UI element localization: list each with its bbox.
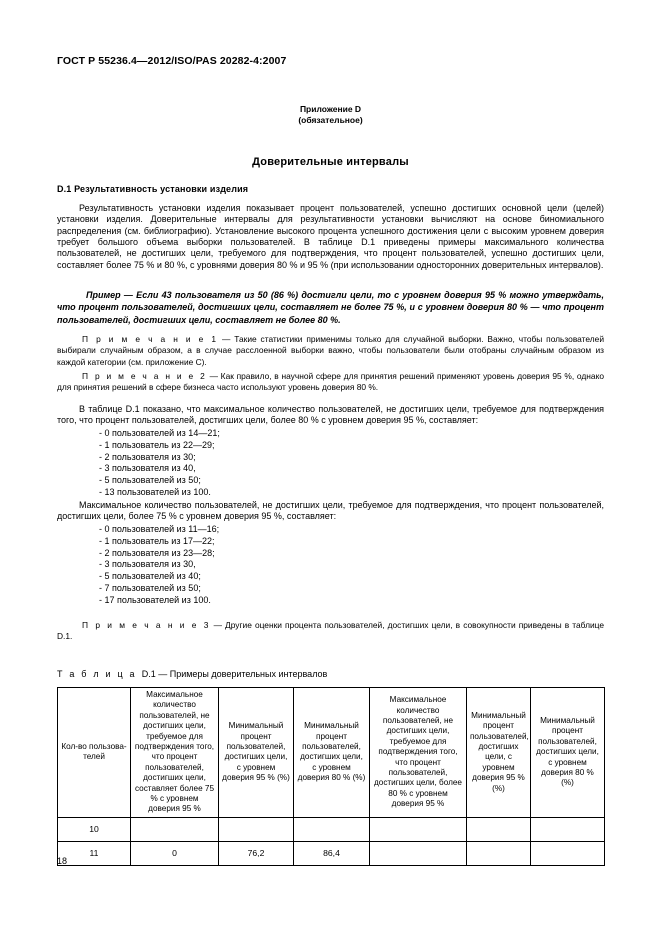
note-1-label: П р и м е ч а н и е 1 <box>82 334 219 344</box>
table-cell <box>219 817 294 841</box>
list-2 <box>57 524 604 607</box>
table-header-cell: Минимальный процент пользователей, достигших цели, с уровнем доверия 95 % (%) <box>219 688 294 818</box>
list-item: - 3 пользователя из 30, <box>99 559 196 570</box>
table-header-cell: Минимальный процент пользователей, достигших цели, с уровнем доверия 95 % (%) <box>467 688 531 818</box>
note-2-label: П р и м е ч а н и е 2 <box>82 371 207 381</box>
note-1-text: — Такие статистики применимы только для случайной выборки. Важно, чтобы пользователей выбирали случайным образом, а в случае расслоенной выборки важно, чтобы пользователи были отобраны случайным образом из каждой категории (см. приложение С). <box>57 334 604 367</box>
table-cell: 11 <box>58 841 131 865</box>
table-cell: 0 <box>131 841 219 865</box>
note-3-text: — Другие оценки процента пользователей, достигших цели, в совокупности приведены в таблице D.1. <box>57 620 604 642</box>
table-cell: 76,2 <box>219 841 294 865</box>
note-2-text: — Как правило, в научной сфере для принятия решений применяют уровень доверия 95 %, однако для принятия решений в сфере бизнеса часто используют уровень доверия 80 %. <box>57 371 604 393</box>
table-row <box>58 817 605 841</box>
table-cell <box>131 817 219 841</box>
table-cell: 10 <box>58 817 131 841</box>
table-cell <box>370 817 467 841</box>
table-header-cell: Кол-во пользова-телей <box>58 688 131 818</box>
document-standard-header: ГОСТ Р 55236.4—2012/ISO/PAS 20282-4:2007 <box>57 55 287 67</box>
table-header-cell: Минимальный процент пользователей, достигших цели, с уровнем доверия 80 % (%) <box>531 688 605 818</box>
table-caption-text: D.1 — Примеры доверительных интервалов <box>141 669 328 679</box>
list2-intro-text: Максимальное количество пользователей, не достигших цели, требуемое для подтверждения, что процент пользователей, достигших цели, более 75 % с уровнем доверия 95 %, составляет: <box>57 500 604 522</box>
table-cell <box>294 817 370 841</box>
list2-intro-paragraph <box>57 500 604 523</box>
annex-label: Приложение D <box>299 104 362 114</box>
table-header-row <box>58 688 605 818</box>
section-heading: D.1 Результативность установки изделия <box>57 184 249 194</box>
table-cell <box>467 817 531 841</box>
table-caption-label: Т а б л и ц а <box>57 669 137 679</box>
table-cell <box>531 841 605 865</box>
list-item: - 5 пользователей из 40; <box>99 571 201 582</box>
example-text: Пример — Если 43 пользователя из 50 (86 %) достигли цели, то с уровнем доверия 95 % можно утверждать, что процент пользователей, достигших цели, составляет не более 75 %, и с уровнем доверия 80 % — что процент пользователей, достигших цели, составляет не более 80 %. <box>57 290 604 325</box>
note-2 <box>57 371 604 394</box>
list-item: - 1 пользователь из 17—22; <box>99 535 215 546</box>
list-item: - 17 пользователей из 100. <box>99 594 211 605</box>
intro-paragraph <box>57 203 604 271</box>
list-item: - 0 пользователей из 11—16; <box>99 524 220 534</box>
list1-intro-text: В таблице D.1 показано, что максимальное количество пользователей, не достигших цели, требуемое для подтверждения того, что процент пользователей, достигших цели, более 80 % с уровнем доверия 95 %, составляет: <box>57 404 604 426</box>
list-item: - 1 пользователь из 22—29; <box>99 439 215 450</box>
table-row <box>58 841 605 865</box>
page-title: Доверительные интервалы <box>252 156 409 168</box>
annex-status: (обязательное) <box>298 115 363 125</box>
table-cell <box>467 841 531 865</box>
table-cell <box>370 841 467 865</box>
note-3-label: П р и м е ч а н и е 3 <box>82 620 211 630</box>
list-item: - 13 пользователей из 100. <box>99 486 211 497</box>
table-header-cell: Максимальное количество пользователей, не достигших цели, требуемое для подтверждения того, что процент пользователей, достигших цели, более 80 % с уровнем доверия 95 % <box>370 688 467 818</box>
table-header-cell: Минимальный процент пользователей, достигших цели, с уровнем доверия 80 % (%) <box>294 688 370 818</box>
list-item: - 2 пользователя из 23—28; <box>99 547 215 558</box>
table-header-cell: Максимальное количество пользователей, не достигших цели, требуемое для подтверждения того, что процент пользователей, достигших цели, составляет более 75 % с уровнем доверия 95 % <box>131 688 219 818</box>
note-3 <box>57 620 604 643</box>
list-item: - 7 пользователей из 50; <box>99 582 201 593</box>
list-item: - 3 пользователя из 40, <box>99 463 196 474</box>
table-cell <box>531 817 605 841</box>
confidence-intervals-table <box>57 687 605 866</box>
example-block <box>57 289 604 326</box>
table-cell: 86,4 <box>294 841 370 865</box>
list-item: - 5 пользователей из 50; <box>99 475 201 486</box>
intro-paragraph-text: Результативность установки изделия показывает процент пользователей, успешно достигших основной цели (целей) установки изделия. Доверительные интервалы для результативности установки вычисляют на основе биномиального распределения (см. библиографию). Установление высокого процента успешного достижения цели с высоким уровнем доверия требует большого объема выборки пользователей. В таблице D.1 приведены примеры максимального количества пользователей, не достигших цели, требуемого для подтверждения, что процент пользователей, успешно достигших цели, составляет более 75 % и 80 %, с уровнями доверия 80 % и 95 % (при использовании односторонних доверительных интервалов). <box>57 203 604 270</box>
table-caption <box>57 669 327 679</box>
list-item: - 0 пользователей из 14—21; <box>99 428 220 438</box>
list-item: - 2 пользователя из 30; <box>99 451 196 462</box>
note-1 <box>57 334 604 368</box>
list-1 <box>57 428 604 499</box>
list1-intro-paragraph <box>57 404 604 427</box>
annex-block <box>57 104 604 126</box>
page-number: 18 <box>57 856 68 866</box>
